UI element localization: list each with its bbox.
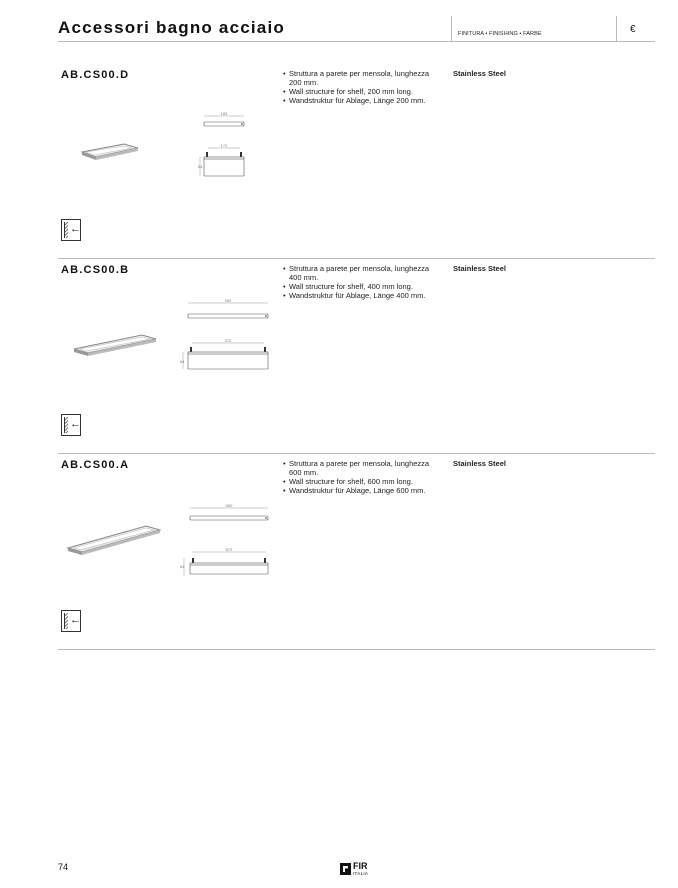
technical-drawing xyxy=(198,110,248,190)
description-en: • Wall structure for shelf, 600 mm long. xyxy=(283,477,443,486)
description-de: • Wandstruktur für Ablage, Länge 400 mm. xyxy=(283,291,443,300)
dimension-bottom: 572 xyxy=(225,547,233,552)
header-divider xyxy=(451,16,452,41)
product-photo xyxy=(76,132,166,172)
description-it: • Struttura a parete per mensola, lunghezza 400 mm. xyxy=(283,264,443,282)
description-it: • Struttura a parete per mensola, lunghezza 200 mm. xyxy=(283,69,443,87)
technical-drawing xyxy=(180,496,275,581)
page-title: Accessori bagno acciaio xyxy=(58,18,285,37)
product-description xyxy=(283,264,443,300)
product-row-ab-cs00-a xyxy=(58,454,655,650)
arrow-left-icon: ← xyxy=(70,614,81,626)
logo-mark-icon xyxy=(340,863,351,875)
product-finish: Stainless Steel xyxy=(453,459,506,468)
wall-hatch xyxy=(64,417,68,433)
product-photo xyxy=(66,520,166,560)
technical-drawing xyxy=(180,297,275,377)
product-description xyxy=(283,69,443,105)
finish-column-heading: FINITURA • FINISHING • FARBE xyxy=(458,31,542,37)
product-code: AB.CS00.A xyxy=(61,459,130,471)
dimension-top: 183 xyxy=(220,111,228,116)
product-row-ab-cs00-d xyxy=(58,64,655,259)
dimension-side: 64 xyxy=(180,564,185,569)
wall-hatch xyxy=(64,222,68,238)
product-code: AB.CS00.D xyxy=(61,69,130,81)
arrow-left-icon: ← xyxy=(70,223,81,235)
brand-logo xyxy=(340,862,374,878)
product-row-ab-cs00-b xyxy=(58,259,655,454)
product-finish: Stainless Steel xyxy=(453,69,506,78)
product-code: AB.CS00.B xyxy=(61,264,130,276)
description-de: • Wandstruktur für Ablage, Länge 600 mm. xyxy=(283,486,443,495)
arrow-left-icon: ← xyxy=(70,418,81,430)
description-it: • Struttura a parete per mensola, lunghezza 600 mm. xyxy=(283,459,443,477)
brand-name: FIR xyxy=(353,861,368,871)
currency-column-heading: € xyxy=(630,24,636,35)
wall-mount-icon xyxy=(61,414,81,436)
dimension-bottom: 172 xyxy=(220,143,228,148)
page-number: 74 xyxy=(58,862,69,872)
header-divider xyxy=(616,16,617,41)
dimension-side: 64 xyxy=(198,164,203,169)
description-de: • Wandstruktur für Ablage, Länge 200 mm. xyxy=(283,96,443,105)
description-en: • Wall structure for shelf, 200 mm long. xyxy=(283,87,443,96)
product-photo xyxy=(72,327,162,367)
product-finish: Stainless Steel xyxy=(453,264,506,273)
dimension-side: 64 xyxy=(180,359,185,364)
page-header xyxy=(58,16,655,42)
wall-hatch xyxy=(64,613,68,629)
brand-subtitle: ITALIA xyxy=(353,871,369,876)
product-description xyxy=(283,459,443,495)
wall-mount-icon xyxy=(61,219,81,241)
description-en: • Wall structure for shelf, 400 mm long. xyxy=(283,282,443,291)
dimension-top: 392 xyxy=(224,298,232,303)
wall-mount-icon xyxy=(61,610,81,632)
dimension-top: 590 xyxy=(225,503,233,508)
dimension-bottom: 372 xyxy=(224,338,232,343)
